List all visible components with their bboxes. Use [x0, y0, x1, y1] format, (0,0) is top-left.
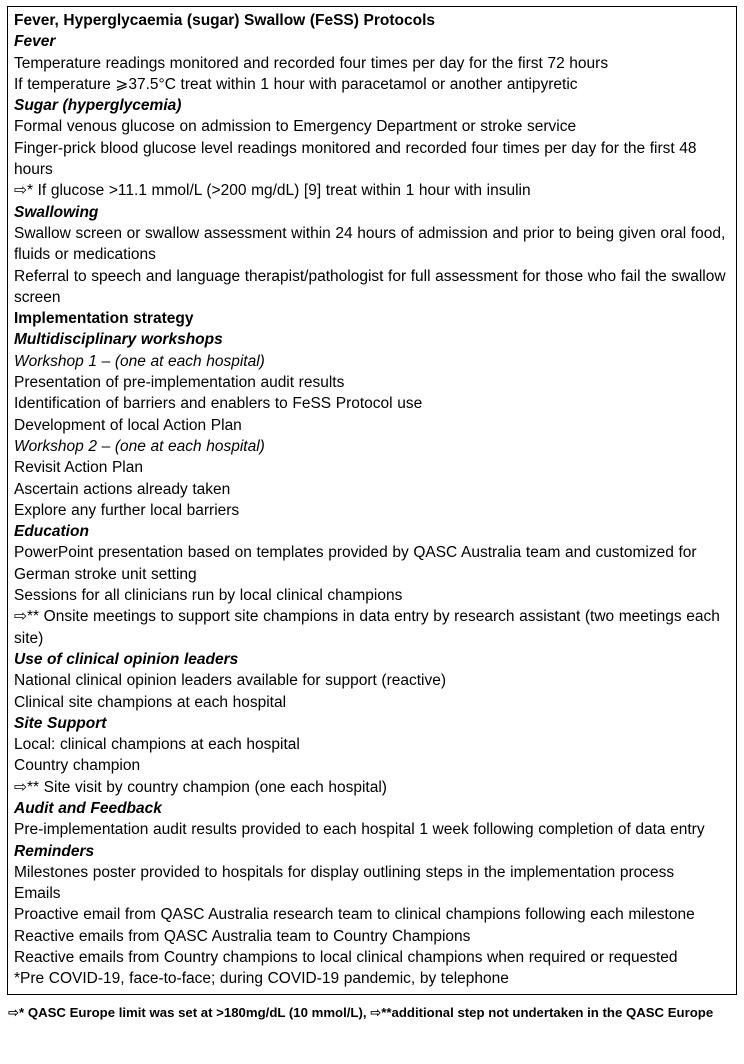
protocol-line: Clinical site champions at each hospital	[14, 693, 287, 711]
table-footnote: ⇨* QASC Europe limit was set at >180mg/dL (10 mmol/L), ⇨**additional step not undertaken in the QASC Europe	[8, 1004, 714, 1020]
protocol-line: ⇨** Onsite meetings to support site champions in data entry by research assistant (two meetings each site)	[14, 608, 720, 647]
protocol-line: Temperature readings monitored and recorded four times per day for the first 72 hours	[14, 54, 609, 72]
protocol-line: Use of clinical opinion leaders	[14, 650, 239, 668]
protocol-line: Local: clinical champions at each hospital	[14, 736, 300, 754]
protocol-line: ⇨** Site visit by country champion (one each hospital)	[14, 778, 387, 796]
protocol-line: Identification of barriers and enablers to FeSS Protocol use	[14, 395, 423, 413]
protocol-line: Pre-implementation audit results provided to each hospital 1 week following completion of data entry	[14, 821, 705, 839]
protocol-line: Reactive emails from QASC Australia team to Country Champions	[14, 927, 471, 945]
protocol-line: Proactive email from QASC Australia research team to clinical champions following each milestone	[14, 906, 695, 924]
protocol-line: Emails	[14, 885, 61, 903]
protocol-line: National clinical opinion leaders available for support (reactive)	[14, 672, 447, 690]
protocol-line: Referral to speech and language therapist/pathologist for full assessment for those who fail the swallow screen	[14, 267, 726, 306]
protocol-line: Multidisciplinary workshops	[14, 331, 223, 349]
protocol-line: Presentation of pre-implementation audit results	[14, 374, 345, 392]
protocol-line: Implementation strategy	[14, 310, 194, 328]
protocol-line: Formal venous glucose on admission to Emergency Department or stroke service	[14, 118, 577, 136]
protocol-line: Workshop 2 – (one at each hospital)	[14, 437, 265, 455]
protocol-line: If temperature ⩾37.5°C treat within 1 hour with paracetamol or another antipyretic	[14, 75, 578, 93]
protocol-line: Site Support	[14, 714, 107, 732]
protocol-line: Swallow screen or swallow assessment within 24 hours of admission and prior to being given oral food, fluids or medications	[14, 224, 726, 264]
fess-protocols-table	[7, 6, 737, 995]
protocol-line: PowerPoint presentation based on templates provided by QASC Australia team and customized for German stroke unit setting	[14, 544, 697, 583]
protocol-line: Fever	[14, 33, 56, 51]
protocol-line: Country champion	[14, 757, 141, 775]
protocol-line: Milestones poster provided to hospitals for display outlining steps in the implementation process	[14, 863, 675, 881]
protocol-line: Sugar (hyperglycemia)	[14, 97, 182, 115]
protocol-line: Finger-prick blood glucose level readings monitored and recorded four times per day for the first 48 hours	[14, 139, 697, 179]
protocol-line: Explore any further local barriers	[14, 501, 240, 519]
protocol-line: Sessions for all clinicians run by local clinical champions	[14, 587, 403, 605]
protocol-line: Swallowing	[14, 203, 99, 221]
protocol-lines	[14, 10, 730, 990]
protocol-line: Reactive emails from Country champions to local clinical champions when required or requested	[14, 949, 678, 967]
protocol-line: ⇨* If glucose >11.1 mmol/L (>200 mg/dL) [9] treat within 1 hour with insulin	[14, 182, 531, 200]
protocol-line: Workshop 1 – (one at each hospital)	[14, 352, 265, 370]
protocol-line: Revisit Action Plan	[14, 459, 143, 477]
protocol-line: Audit and Feedback	[14, 799, 162, 817]
protocol-line: Ascertain actions already taken	[14, 480, 231, 498]
protocol-line: Fever, Hyperglycaemia (sugar) Swallow (FeSS) Protocols	[14, 12, 435, 29]
protocol-line: Reminders	[14, 842, 95, 860]
protocol-line: Development of local Action Plan	[14, 416, 242, 434]
protocol-line: *Pre COVID-19, face-to-face; during COVID-19 pandemic, by telephone	[14, 970, 509, 988]
protocol-line: Education	[14, 523, 89, 541]
